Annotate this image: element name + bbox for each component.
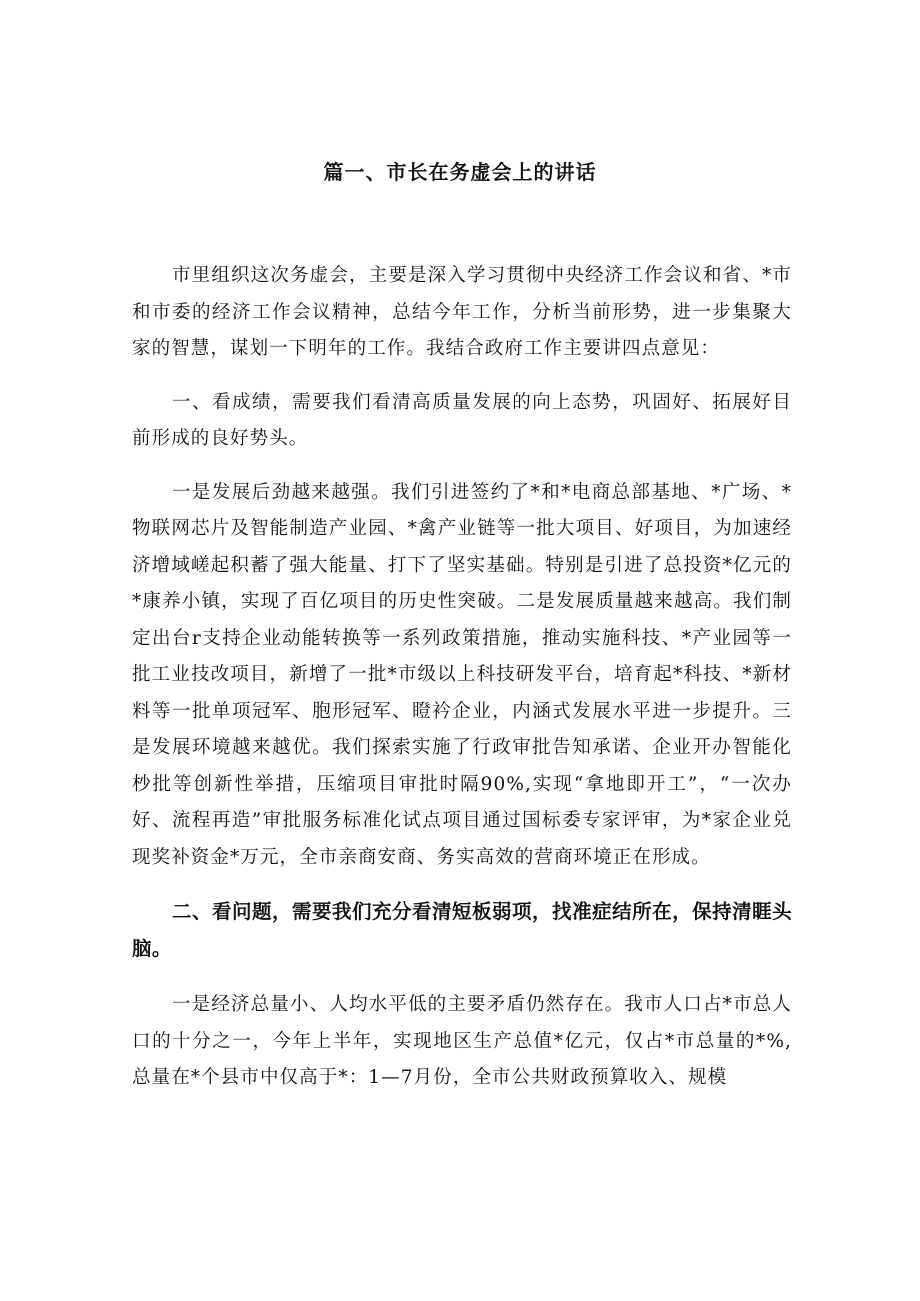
section-one-paragraph: 一是发展后劲越来越强。我们引进签约了*和*电商总部基地、*广场、*物联网芯片及智能制造产业园、*禽产业链等一批大项目、好项目，为加速经济增域嵯起积蓄了强大能量、打下了坚实基础。特别是引进了总投资*亿元的*康养小镇，实现了百亿项目的历史性突破。二是发展质量越来越高。我们制定出台r支持企业动能转换等一系列政策措施，推动实施科技、*产业园等一批工业技改项目，新增了一批*市级以上科技研发平台，培育起*科技、*新材料等一批单项冠军、胞形冠军、瞪衿企业，内涵式发展水平进一步提升。三是发展环境越来越优。我们探索实施了行政审批告知承诺、企业开办智能化杪批等创新性举措，压缩项目审批时隔90%,实现“拿地即开工”，“一次办好、流程再造”审批服务标准化试点项目通过国标委专家评审，为*家企业兑现奖补资金*万元，全市亲商安商、务实高效的营商环境正在形成。	[132, 481, 792, 868]
section-two-paragraph: 一是经济总量小、人均水平低的主要矛盾仍然存在。我市人口占*市总人口的十分之一，今年上半年，实现地区生产总值*亿元，仅占*市总量的*%,总量在*个县市中仅高于*：1—7月份，全市公共财政预算收入、规模	[132, 994, 792, 1088]
section-two-heading: 二、看问题，需要我们充分看清短板弱项，找准症结所在，保持清睚头脑。	[132, 900, 792, 960]
document-body	[132, 258, 792, 1114]
section-one-heading: 一、看成绩，需要我们看清高质量发展的向上态势，巩固好、拓展好目前形成的良好势头。	[132, 391, 792, 449]
document-title: 篇一、市长在务虚会上的讲话	[323, 160, 597, 184]
intro-paragraph: 市里组织这次务虚会，主要是深入学习贯彻中央经济工作会议和省、*市和市委的经济工作会议精神，总结今年工作，分析当前形势，进一步集聚大家的智慧，谋划一下明年的工作。我结合政府工作主要讲四点意见：	[132, 265, 792, 359]
